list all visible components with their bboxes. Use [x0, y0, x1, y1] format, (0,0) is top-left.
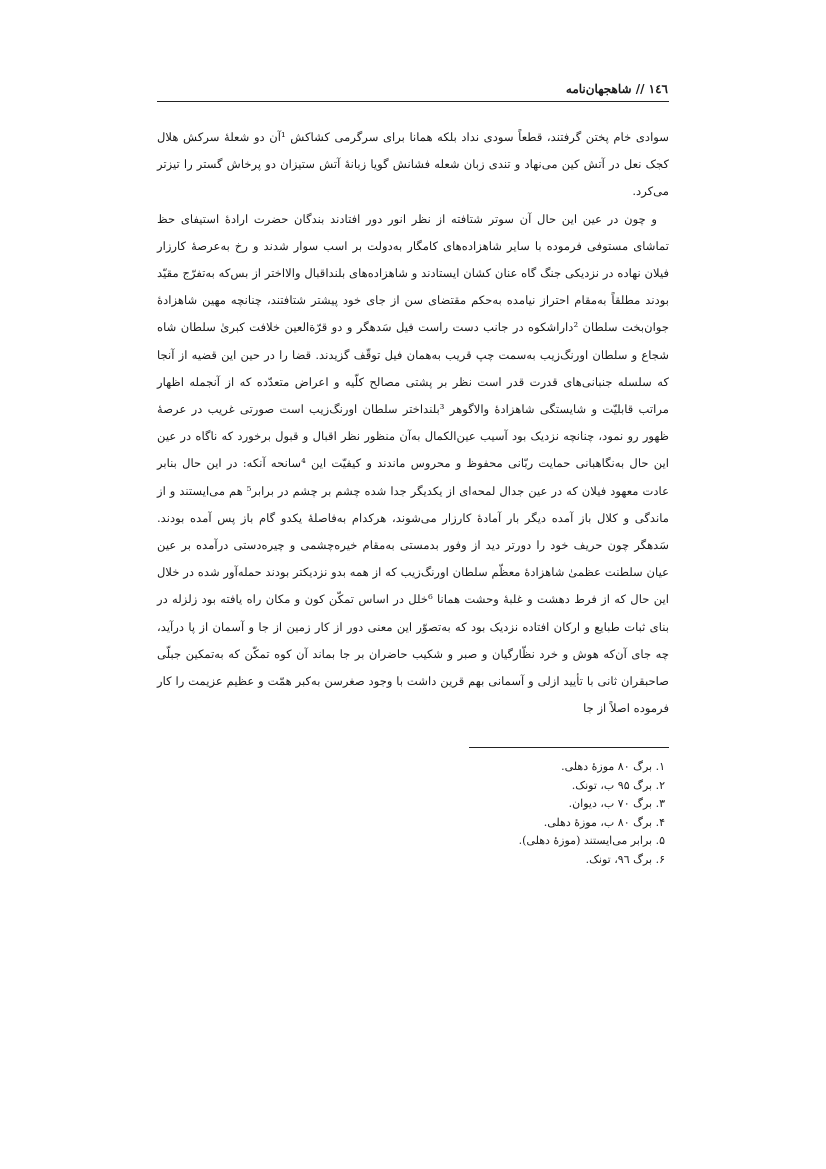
footnote: ۵. برابر می‌ایستند (موزهٔ دهلی).	[518, 834, 665, 848]
header-rule	[157, 101, 669, 102]
footnote: ۶. برگ ۹٦، تونک.	[585, 852, 665, 866]
footnote-rule	[469, 747, 669, 748]
running-head: ۱٤٦ // شاهجهان‌نامه	[565, 82, 668, 96]
footnote: ۳. برگ ۷۰ ب، دیوان.	[568, 797, 665, 811]
footnotes	[300, 758, 669, 870]
paragraph: و چون در عین این حال آن سوتر شتافته از نظر انور دور افتادند بندگان حضرت ارادهٔ استیفای حظ تماشای مستوفی فرموده با سایر شاهزاده‌های کامگار به‌دولت بر اسب سوار شدند و رخ به‌عرصهٔ کارزار فیلان نهاده در نزدیکی جنگ گاه عنان کشان ایستادند و شاهزاده‌های بلنداقبال والااختر از بس‌که به‌تفرّج مقیّد بودند مطلقاً به‌مقام احتراز نیامده به‌حکم مقتضای سن از جای خود پیشتر شتافتند، چنانچه مهین شاهزادهٔ جوان‌بخت سلطان ²داراشکوه در جانب دست راست فیل سَدهگر و دو قرّةالعین خلافت کبریٰ سلطان شاه شجاع و سلطان اورنگ‌زیب به‌سمت چپ قریب به‌همان فیل توقّف گزیدند. قضا را در حین این قضیه از آنجا که سلسله جنبانی‌های قدرت قدر است نظر بر پشتی مصالح کلّیه و اعراض متعدّده که از آنجمله اظهار مراتب قابلیّت و شایستگی شاهزادهٔ والاگوهر ³بلنداختر سلطان اورنگ‌زیب است صورتی غریب در عرصهٔ ظهور رو نمود، چنانچه نزدیک بود آسیب عین‌الکمال به‌آن منظور نظر اقبال و قبول برخورد که ناگاه در عین این حال به‌نگاهبانی حمایت ربّانی محفوظ و محروس ماندند و کیفیّت این ⁴سانحه آنکه: در این حال بنابر عادت معهود فیلان که در عین جدال لمحه‌ای از یکدیگر جدا شده چشم بر چشم در برابر⁵ هم می‌ایستند و از ماندگی و کلال باز آمده دیگر بار آمادهٔ کارزار می‌شوند، هرکدام به‌فاصلهٔ یکدو گام باز پس آمده بودند. سَدهگر چون حریف خود را دورتر دید از وفور بدمستی به‌مقام خیره‌چشمی و چیره‌دستی درآمده بر عین عیان سلطنت عظمیٰ شاهزادهٔ معظّم سلطان اورنگ‌زیب که از همه بدو نزدیکتر بودند حمله‌آور شده در خلال این حال که از فرط دهشت و غلبهٔ وحشت همانا ⁶خلل در اساس تمکّن کون و مکان راه یافته بود زلزله در بنای ثبات طبایع و ارکان افتاده نزدیک بود که به‌تصوّر این معنی دور از کار زمین از جا و آسمان از پا درآید، چه جای آن‌که هوش و خرد نظّارگیان و صبر و شکیب حاضران بر جا بماند آن کوه تمکّن که به‌تمکین جبلّی صاحبقران ثانی با تأیید ازلی و آسمانی بهم قرین داشت با وجود صغرسن به‌کبر همّت و عظیم عزیمت را کار فرموده اصلاً از جا	[157, 211, 670, 716]
footnote: ۲. برگ ۹۵ ب، تونک.	[571, 778, 665, 792]
footnote: ۴. برگ ۸۰ ب، موزهٔ دهلی.	[543, 815, 665, 829]
main-text	[157, 124, 669, 722]
footnote: ۱. برگ ۸۰ موزهٔ دهلی.	[561, 760, 665, 773]
paragraph: سوادی خام پختن گرفتند، قطعاً سودی نداد بلکه همانا برای سرگرمی کشاکش ¹آن دو شعلهٔ سرکش هلال کجک نعل در آتش کین می‌نهاد و تندی زبان شعله فشانش گویا زبانهٔ آتش ستیزان دو پرخاش گستر را تیزتر می‌کرد.	[157, 130, 669, 199]
